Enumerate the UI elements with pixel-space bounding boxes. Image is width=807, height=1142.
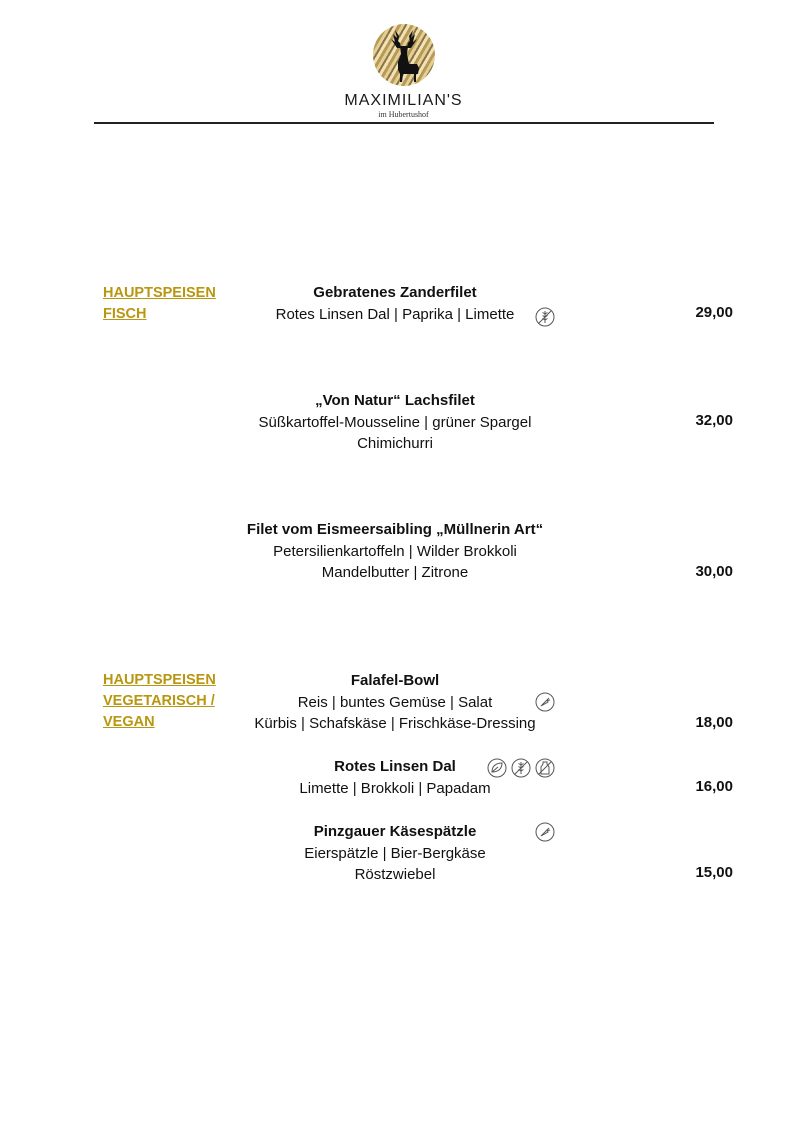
dish-price: 32,00 — [695, 412, 733, 429]
gluten-free-icon — [511, 758, 531, 778]
dish-name: Gebratenes Zanderfilet — [313, 284, 477, 301]
dish-name: Pinzgauer Käsespätzle — [313, 823, 477, 840]
section-label-line: VEGAN — [103, 714, 155, 730]
menu-item — [230, 282, 560, 325]
menu-item — [230, 519, 560, 584]
vegetarian-carrot-icon — [535, 692, 555, 712]
dish-description: Reis | buntes Gemüse | Salat — [297, 693, 493, 711]
dish-description: Eierspätzle | Bier-Bergkäse — [304, 844, 486, 862]
section-label-fisch — [103, 283, 216, 325]
vegetarian-carrot-icon — [535, 822, 555, 842]
dish-name: „Von Natur“ Lachsfilet — [315, 392, 475, 409]
dish-description: Kürbis | Schafskäse | Frischkäse-Dressing — [254, 715, 536, 732]
dish-description: Rotes Linsen Dal | Paprika | Limette — [275, 305, 515, 323]
dish-description: Petersilienkartoffeln | Wilder Brokkoli — [273, 542, 517, 560]
dish-price: 30,00 — [695, 563, 733, 580]
brand-name: MAXIMILIAN'S — [344, 92, 463, 109]
section-label-line: FISCH — [103, 306, 147, 322]
dish-description: Röstzwiebel — [354, 866, 436, 883]
section-label-line: HAUPTSPEISEN — [103, 285, 216, 301]
dish-description: Chimichurri — [357, 435, 433, 452]
dish-description: Limette | Brokkoli | Papadam — [299, 779, 491, 797]
brand-subtitle: im Hubertushof — [378, 110, 429, 119]
stag-logo-icon — [373, 24, 435, 86]
dish-price: 18,00 — [695, 714, 733, 731]
dish-description: Süßkartoffel-Mousseline | grüner Spargel — [258, 413, 532, 431]
menu-item — [230, 390, 560, 455]
dish-price: 16,00 — [695, 778, 733, 795]
lactose-free-icon — [535, 758, 555, 778]
dish-name: Falafel-Bowl — [350, 672, 440, 689]
section-label-line: VEGETARISCH / — [103, 693, 215, 709]
header — [0, 24, 807, 119]
vegan-leaf-icon — [487, 758, 507, 778]
dish-price: 29,00 — [695, 304, 733, 321]
section-label-line: HAUPTSPEISEN — [103, 672, 216, 688]
dish-description: Mandelbutter | Zitrone — [321, 564, 469, 581]
menu-item — [230, 670, 560, 735]
section-label-vegetarisch — [103, 670, 216, 733]
dish-price: 15,00 — [695, 864, 733, 881]
dish-name: Rotes Linsen Dal — [334, 758, 456, 775]
menu-item — [230, 821, 560, 886]
header-divider — [94, 122, 714, 124]
gluten-free-icon — [535, 307, 555, 327]
dish-name: Filet vom Eismeersaibling „Müllnerin Art“ — [246, 521, 544, 538]
